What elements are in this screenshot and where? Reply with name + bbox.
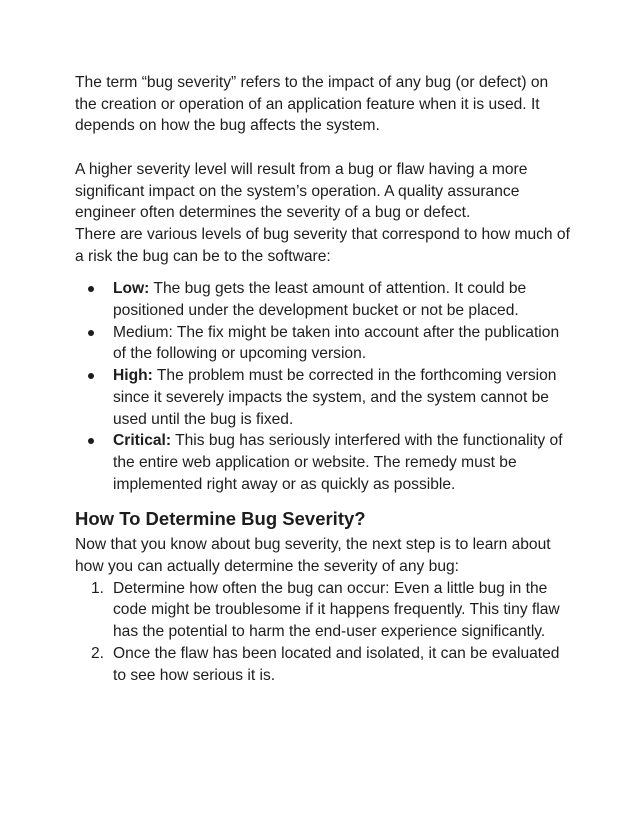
section-heading: How To Determine Bug Severity? [75, 508, 366, 530]
list-item-critical [75, 430, 570, 495]
severity-description: This bug has seriously interfered with the functionality of the entire web application or website. The remedy must be implemented right away or as quickly as possible. [113, 432, 563, 493]
step-number: 2. [91, 644, 105, 662]
step-text: Once the flaw has been located and isolated, it can be evaluated to see how serious it is. [113, 644, 560, 684]
severity-description: The problem must be corrected in the forthcoming version since it severely impacts the system, and the system cannot be used until the bug is fixed. [113, 367, 557, 428]
severity-levels-list [75, 278, 570, 495]
bullet-icon [88, 286, 94, 292]
bullet-icon [88, 438, 94, 444]
intro-paragraph-2: A higher severity level will result from a bug or flaw having a more significant impact on the system’s operation. A quality assurance engineer often determines the severity of a bug or defect. [75, 160, 528, 222]
intro-paragraph-3: There are various levels of bug severity that correspond to how much of a risk the bug can be to the software: [75, 225, 570, 265]
bullet-icon [88, 330, 94, 336]
bullet-icon [88, 373, 94, 379]
step-item-2 [75, 643, 570, 686]
severity-label: High: [113, 367, 153, 385]
list-item-medium [75, 322, 570, 365]
list-item-low [75, 278, 570, 321]
step-number: 1. [91, 579, 105, 597]
severity-label: Low: [113, 280, 150, 298]
step-item-1 [75, 578, 570, 643]
intro-paragraph-1: The term “bug severity” refers to the impact of any bug (or defect) on the creation or operation of an application feature when it is used. It depends on how the bug affects the system. [75, 74, 549, 135]
section-intro: Now that you know about bug severity, the next step is to learn about how you can actually determine the severity of any bug: [75, 536, 551, 576]
steps-list [75, 578, 570, 687]
document-page [75, 72, 570, 686]
severity-description: Medium: The fix might be taken into account after the publication of the following or upcoming version. [113, 323, 560, 363]
list-item-high [75, 365, 570, 430]
severity-label: Critical: [113, 432, 172, 450]
step-text: Determine how often the bug can occur: Even a little bug in the code might be troublesome if it happens frequently. This tiny flaw has the potential to harm the end-user experience significantly. [113, 579, 560, 641]
paragraph-spacer [75, 137, 570, 159]
severity-description: The bug gets the least amount of attention. It could be positioned under the development bucket or not be placed. [113, 280, 527, 320]
